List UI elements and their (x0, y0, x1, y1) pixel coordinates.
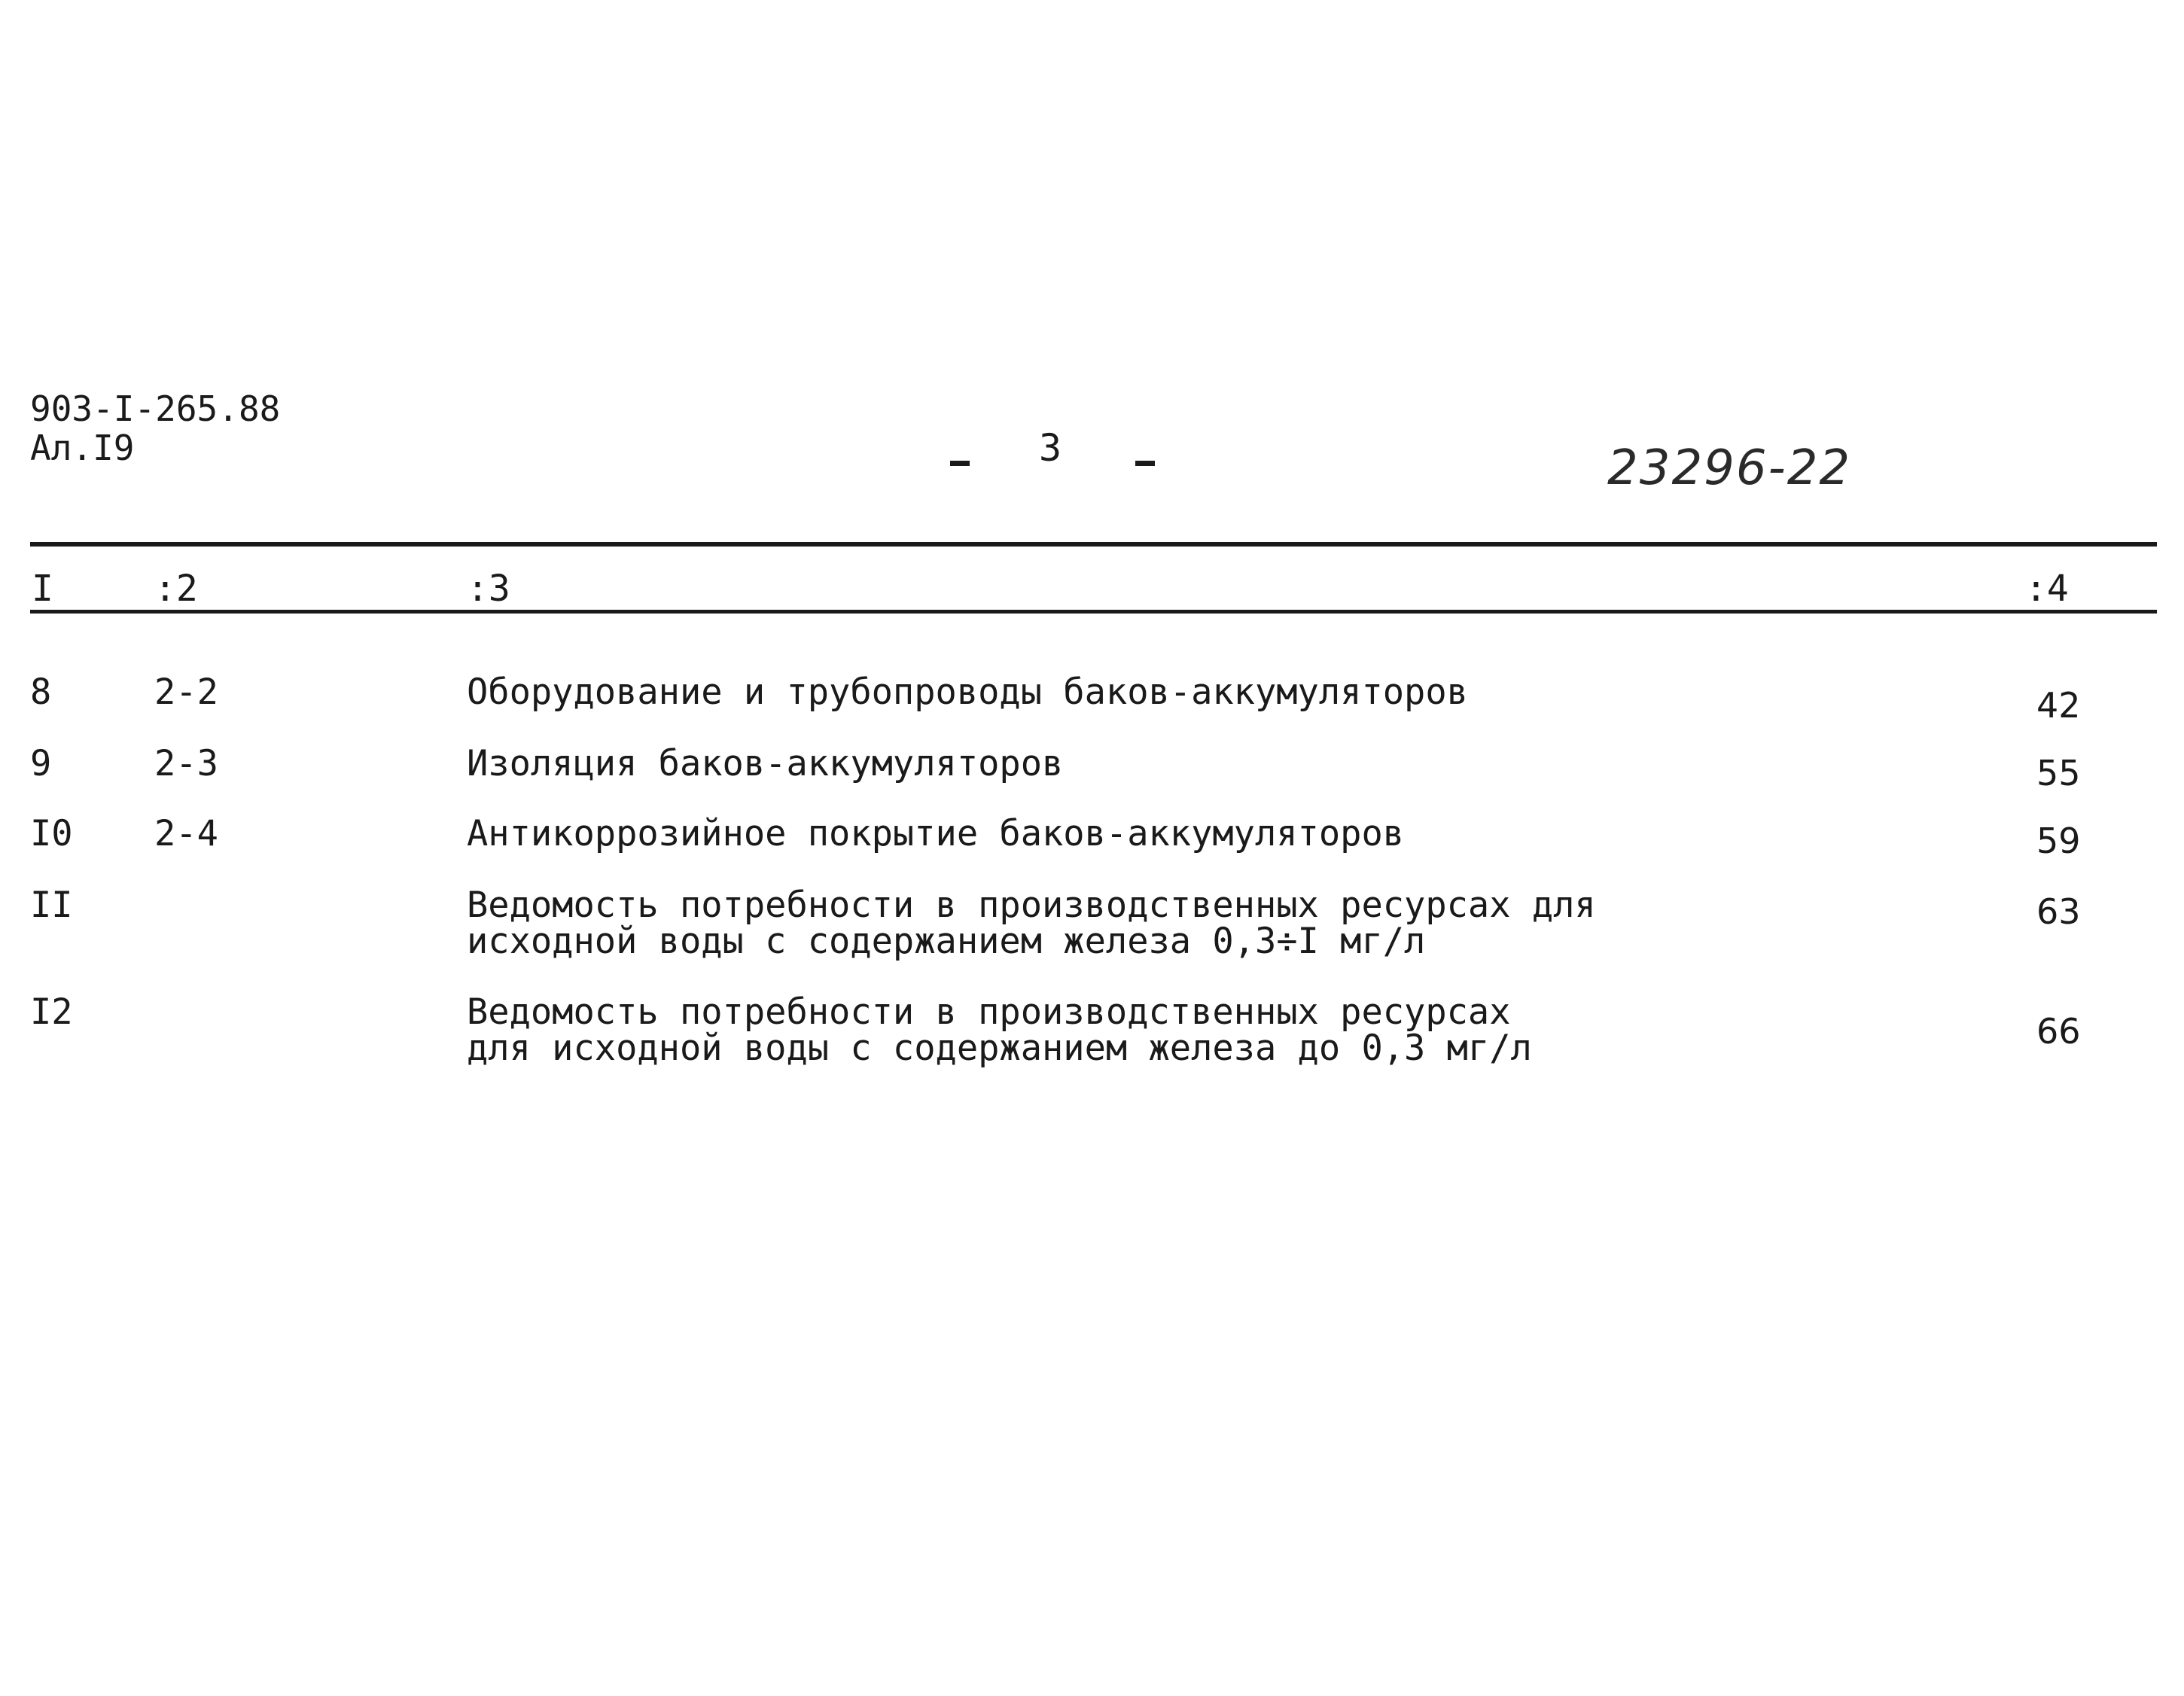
row-sheet: 2-4 (154, 813, 218, 854)
row-number: 9 (30, 743, 52, 784)
document-code: 903-I-265.88 (30, 388, 281, 429)
sheet-reference: Ал.I9 (30, 428, 135, 468)
column-header-page: :4 (2025, 568, 2069, 610)
row-page: 55 (2036, 753, 2081, 793)
row-page: 42 (2036, 685, 2081, 726)
row-title: Антикоррозийное покрытие баков-аккумуляторов (467, 813, 1405, 854)
row-page: 59 (2036, 821, 2081, 861)
row-title-line-2: для исходной воды с содержанием железа до 0,3 мг/л (467, 1028, 1532, 1069)
row-number: I2 (30, 991, 73, 1033)
column-header-number: I (32, 568, 53, 610)
row-title-line-2: исходной воды с содержанием железа 0,3÷I мг/л (467, 921, 1426, 962)
page-number-dash-right (1135, 461, 1155, 466)
row-number: 8 (30, 671, 52, 713)
page-number-dash-left (950, 461, 970, 466)
row-title-line-1: Ведомость потребности в производственных ресурсах (467, 991, 1511, 1033)
row-page: 63 (2036, 891, 2081, 932)
archive-number: 23296-22 (1607, 440, 1852, 496)
row-sheet: 2-3 (154, 743, 218, 784)
row-title: Оборудование и трубопроводы баков-аккумуляторов (467, 671, 1468, 713)
row-title-line-1: Ведомость потребности в производственных ресурсах для (467, 885, 1596, 926)
page-number: 3 (1039, 426, 1062, 470)
row-number: II (30, 885, 73, 926)
row-page: 66 (2036, 1011, 2081, 1052)
row-number: I0 (30, 813, 73, 854)
column-header-sheet: :2 (154, 568, 198, 610)
table-header-rule (30, 610, 2157, 614)
column-header-title: :3 (467, 568, 510, 610)
row-title: Изоляция баков-аккумуляторов (467, 743, 1064, 784)
row-sheet: 2-2 (154, 671, 218, 713)
table-top-rule (30, 542, 2157, 547)
